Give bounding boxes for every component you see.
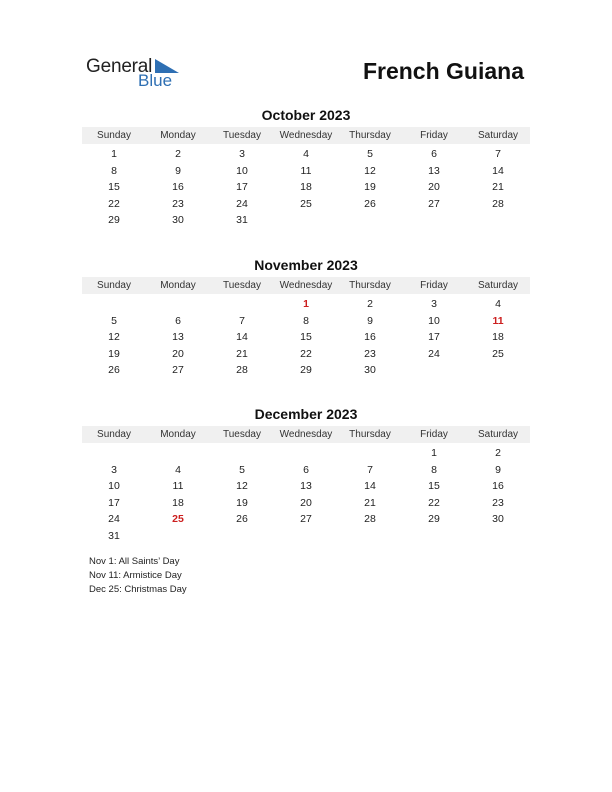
- day-cell: 30: [172, 214, 184, 227]
- weekday-header-row: [82, 277, 530, 294]
- empty-day-cell: [402, 362, 466, 379]
- week-row: [82, 146, 530, 163]
- day-cell: 26: [364, 197, 376, 210]
- day-cell: 18: [300, 181, 312, 194]
- day-cell: 2: [367, 298, 373, 310]
- weekday-label: Thursday: [349, 130, 391, 141]
- empty-day-cell: [274, 212, 338, 229]
- day-cell: 16: [172, 181, 184, 194]
- weekday-label: Sunday: [97, 429, 131, 440]
- holiday-note: Nov 11: Armistice Day: [89, 570, 182, 581]
- empty-day-cell: [146, 528, 210, 545]
- weekday-label: Tuesday: [223, 280, 261, 291]
- generalblue-logo: [86, 56, 186, 92]
- day-cell: 13: [300, 480, 312, 493]
- weekday-label: Sunday: [97, 130, 131, 141]
- day-cell: 16: [364, 331, 376, 344]
- day-cell: 31: [236, 214, 248, 227]
- day-cell: 5: [239, 463, 245, 476]
- day-cell: 13: [428, 164, 440, 177]
- day-cell: 14: [236, 331, 248, 344]
- week-row: [82, 495, 530, 512]
- day-cell: 24: [428, 347, 440, 360]
- day-cell: 19: [236, 496, 248, 509]
- empty-day-cell: [210, 445, 274, 462]
- weekday-label: Monday: [160, 429, 196, 440]
- day-cell: 15: [108, 181, 120, 194]
- holiday-day-cell: 1: [303, 298, 309, 310]
- day-cell: 17: [236, 181, 248, 194]
- empty-day-cell: [146, 296, 210, 313]
- week-row: [82, 329, 530, 346]
- month-october: [82, 106, 530, 229]
- day-cell: 29: [300, 364, 312, 377]
- day-cell: 20: [428, 181, 440, 194]
- week-row: [82, 478, 530, 495]
- day-cell: 3: [431, 298, 437, 310]
- month-november: [82, 256, 530, 379]
- week-row: [82, 196, 530, 213]
- empty-day-cell: [82, 296, 146, 313]
- weekday-header-row: [82, 127, 530, 144]
- weekday-label: Friday: [420, 429, 448, 440]
- month-grid: [82, 296, 530, 379]
- week-row: [82, 462, 530, 479]
- empty-day-cell: [338, 212, 402, 229]
- week-row: [82, 511, 530, 528]
- day-cell: 19: [364, 181, 376, 194]
- logo-blue-text: Blue: [138, 71, 173, 90]
- holiday-note: Dec 25: Christmas Day: [89, 584, 187, 595]
- day-cell: 9: [495, 463, 501, 476]
- month-grid: [82, 445, 530, 545]
- day-cell: 20: [172, 347, 184, 360]
- day-cell: 6: [431, 148, 437, 160]
- day-cell: 27: [172, 364, 184, 377]
- empty-day-cell: [466, 212, 530, 229]
- day-cell: 24: [108, 513, 120, 526]
- day-cell: 27: [300, 513, 312, 526]
- day-cell: 17: [428, 331, 440, 344]
- month-title: December 2023: [254, 406, 358, 422]
- day-cell: 15: [300, 331, 312, 344]
- day-cell: 19: [108, 347, 120, 360]
- day-cell: 24: [236, 197, 248, 210]
- weekday-label: Wednesday: [279, 429, 333, 440]
- weekday-label: Tuesday: [223, 130, 261, 141]
- empty-day-cell: [466, 362, 530, 379]
- weekday-label: Sunday: [97, 280, 131, 291]
- day-cell: 11: [300, 164, 312, 177]
- day-cell: 7: [367, 463, 373, 476]
- day-cell: 10: [428, 314, 440, 327]
- day-cell: 12: [108, 331, 120, 344]
- holiday-notes: [89, 555, 187, 597]
- day-cell: 29: [108, 214, 120, 227]
- day-cell: 23: [364, 347, 376, 360]
- day-cell: 16: [492, 480, 504, 493]
- empty-day-cell: [402, 528, 466, 545]
- day-cell: 2: [175, 148, 181, 160]
- day-cell: 5: [111, 314, 117, 327]
- day-cell: 17: [108, 496, 120, 509]
- weekday-label: Thursday: [349, 429, 391, 440]
- day-cell: 14: [492, 164, 504, 177]
- week-row: [82, 362, 530, 379]
- week-row: [82, 179, 530, 196]
- weekday-header-row: [82, 426, 530, 443]
- day-cell: 23: [492, 496, 504, 509]
- day-cell: 22: [108, 197, 120, 210]
- day-cell: 6: [175, 314, 181, 327]
- logo-general-text: General: [86, 56, 153, 77]
- holiday-day-cell: 25: [172, 513, 184, 526]
- weekday-label: Thursday: [349, 280, 391, 291]
- day-cell: 29: [428, 513, 440, 526]
- day-cell: 2: [495, 447, 501, 459]
- day-cell: 3: [239, 148, 245, 160]
- day-cell: 4: [495, 298, 501, 310]
- day-cell: 3: [111, 463, 117, 476]
- weekday-label: Saturday: [477, 280, 519, 291]
- day-cell: 7: [495, 148, 501, 160]
- weekday-label: Saturday: [477, 429, 519, 440]
- holiday-day-cell: 11: [492, 314, 504, 327]
- day-cell: 18: [172, 496, 184, 509]
- day-cell: 1: [111, 148, 117, 160]
- day-cell: 18: [492, 331, 504, 344]
- day-cell: 8: [431, 463, 437, 476]
- weekday-label: Wednesday: [279, 280, 333, 291]
- month-grid: [82, 146, 530, 229]
- day-cell: 26: [236, 513, 248, 526]
- day-cell: 31: [108, 529, 120, 542]
- weekday-label: Friday: [420, 130, 448, 141]
- week-row: [82, 313, 530, 330]
- week-row: [82, 212, 530, 229]
- empty-day-cell: [82, 445, 146, 462]
- empty-day-cell: [146, 445, 210, 462]
- week-row: [82, 528, 530, 545]
- weekday-label: Friday: [420, 280, 448, 291]
- day-cell: 14: [364, 480, 376, 493]
- week-row: [82, 445, 530, 462]
- empty-day-cell: [274, 445, 338, 462]
- weekday-label: Wednesday: [279, 130, 333, 141]
- day-cell: 15: [428, 480, 440, 493]
- day-cell: 28: [364, 513, 376, 526]
- week-row: [82, 163, 530, 180]
- day-cell: 22: [300, 347, 312, 360]
- day-cell: 4: [175, 463, 181, 476]
- month-december: [82, 405, 530, 545]
- day-cell: 12: [236, 480, 248, 493]
- empty-day-cell: [338, 528, 402, 545]
- day-cell: 25: [492, 347, 504, 360]
- day-cell: 8: [303, 314, 309, 327]
- day-cell: 9: [175, 164, 181, 177]
- day-cell: 10: [108, 480, 120, 493]
- day-cell: 30: [364, 364, 376, 377]
- weekday-label: Saturday: [477, 130, 519, 141]
- day-cell: 8: [111, 164, 117, 177]
- day-cell: 20: [300, 496, 312, 509]
- day-cell: 27: [428, 197, 440, 210]
- day-cell: 11: [172, 480, 184, 493]
- empty-day-cell: [210, 296, 274, 313]
- day-cell: 28: [492, 197, 504, 210]
- day-cell: 10: [236, 164, 248, 177]
- empty-day-cell: [338, 445, 402, 462]
- day-cell: 9: [367, 314, 373, 327]
- day-cell: 23: [172, 197, 184, 210]
- day-cell: 21: [236, 347, 248, 360]
- day-cell: 28: [236, 364, 248, 377]
- country-title: French Guiana: [362, 58, 524, 84]
- day-cell: 21: [364, 496, 376, 509]
- day-cell: 7: [239, 314, 245, 327]
- week-row: [82, 346, 530, 363]
- weekday-label: Monday: [160, 130, 196, 141]
- empty-day-cell: [402, 212, 466, 229]
- day-cell: 1: [431, 447, 437, 459]
- day-cell: 5: [367, 148, 373, 160]
- empty-day-cell: [274, 528, 338, 545]
- day-cell: 30: [492, 513, 504, 526]
- day-cell: 4: [303, 148, 309, 160]
- day-cell: 12: [364, 164, 376, 177]
- day-cell: 21: [492, 181, 504, 194]
- month-title: October 2023: [261, 107, 351, 123]
- week-row: [82, 296, 530, 313]
- day-cell: 22: [428, 496, 440, 509]
- day-cell: 26: [108, 364, 120, 377]
- empty-day-cell: [210, 528, 274, 545]
- month-title: November 2023: [254, 257, 358, 273]
- weekday-label: Monday: [160, 280, 196, 291]
- empty-day-cell: [466, 528, 530, 545]
- day-cell: 25: [300, 197, 312, 210]
- weekday-label: Tuesday: [223, 429, 261, 440]
- holiday-note: Nov 1: All Saints’ Day: [89, 556, 180, 567]
- day-cell: 6: [303, 463, 309, 476]
- day-cell: 13: [172, 331, 184, 344]
